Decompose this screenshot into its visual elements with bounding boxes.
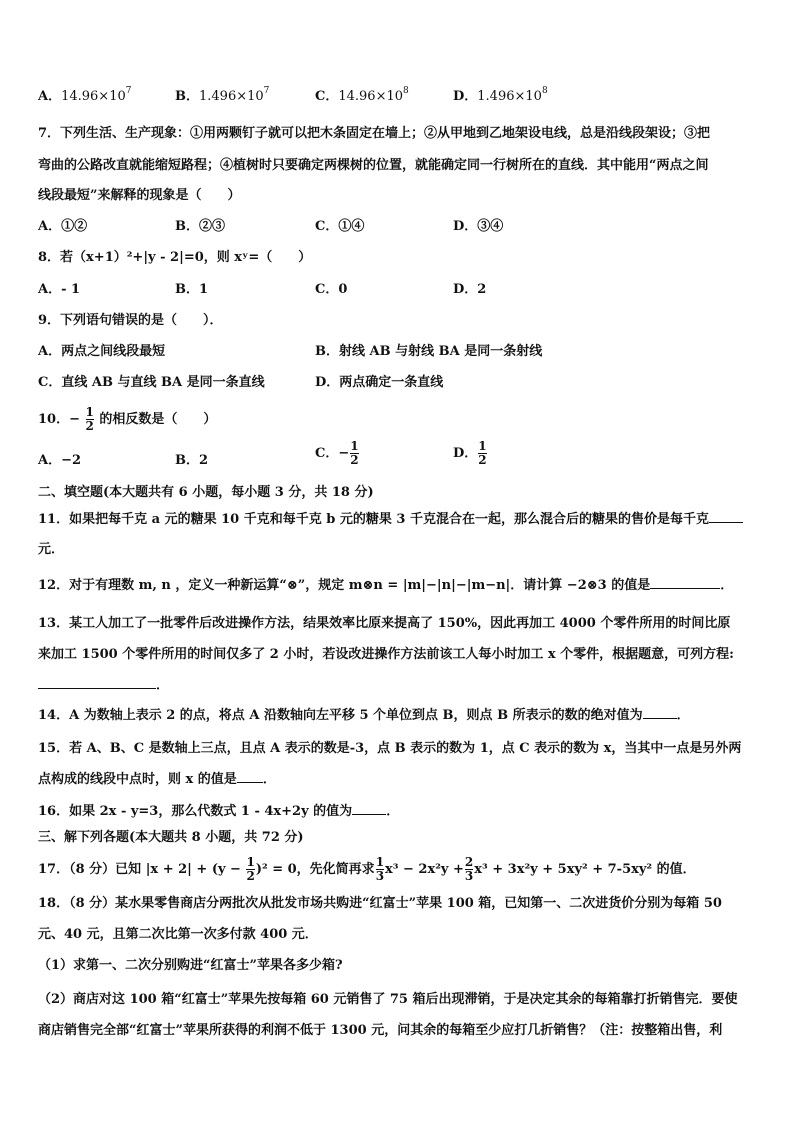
q9-option-c: C．直线 AB 与直线 BA 是同一条直线 xyxy=(38,375,265,390)
q7-line-3: 线段最短”来解释的现象是（ ） xyxy=(38,188,241,203)
q6-option-d: D．$1.496\times 10^8$ xyxy=(453,86,548,104)
q7-line-2: 弯曲的公路改直就能缩短路程；④植树时只要确定两棵树的位置，就能确定同一行树所在的直线．其中能用“两点之间 xyxy=(38,158,709,173)
q7-option-b: B．②③ xyxy=(175,219,225,234)
q18-sub-2-line-2: 商店销售完全部“红富士”苹果所获得的利润不低于 1300 元，问其余的每箱至少应打几折销售？（注：按整箱出售，利 xyxy=(38,1023,723,1038)
q8-option-c: C．0 xyxy=(315,282,348,297)
q9-option-a: A．两点之间线段最短 xyxy=(38,344,166,359)
section-2-heading: 二、填空题(本大题共有 6 小题，每小题 3 分，共 18 分) xyxy=(38,485,374,500)
q18-line-1: 18．（8 分）某水果零售商店分两批次从批发市场共购进“红富士”苹果 100 箱，已知第一、二次进货价分别为每箱 50 xyxy=(38,896,722,911)
q8-option-b: B．1 xyxy=(175,282,209,297)
q18-line-2: 元、40 元，且第二次比第一次多付款 400 元． xyxy=(38,927,318,942)
q8-option-d: D．2 xyxy=(453,282,487,297)
section-3-heading: 三、解下列各题(本大题共 8 小题，共 72 分) xyxy=(38,830,304,845)
q13-line-1: 13．某工人加工了一批零件后改进操作方法，结果效率比原来提高了 150%，因此再加工 4000 个零件所用的时间比原 xyxy=(38,616,731,631)
q7-option-d: D．③④ xyxy=(453,219,504,234)
q10-option-b: B．2 xyxy=(175,453,209,468)
q10-option-c: C．− $\frac{1}{2}$ xyxy=(315,439,359,467)
q6-option-c: C．$14.96\times 10^8$ xyxy=(315,86,409,104)
q9-stem: 9．下列语句错误的是（ ）． xyxy=(38,313,223,328)
q11-line-1: 11．如果把每千克 a 元的糖果 10 千克和每千克 b 元的糖果 3 千克混合在一起，那么混合后的糖果的售价是每千克 xyxy=(38,511,743,529)
q8-stem: 8．若（x+1）²+|y - 2|=0，则 xʸ=（ ） xyxy=(38,250,312,265)
q10-stem: 10．− $\frac{1}{2}$ 的相反数是（ ） xyxy=(38,405,217,433)
q9-option-b: B．射线 AB 与射线 BA 是同一条射线 xyxy=(315,344,543,359)
q6-option-a: A．$14.96\times 10^7$ xyxy=(38,86,132,104)
q8-option-a: A．- 1 xyxy=(38,282,81,297)
q15-line-2: 点构成的线段中点时，则 x 的值是 ． xyxy=(38,772,276,787)
q11-line-2: 元． xyxy=(38,542,65,557)
q12-stem: 12．对于有理数 m, n ，定义一种新运算“⊗”，规定 m⊗n = |m|−|n|−|m−n|．请计算 −2⊗3 的值是 ． xyxy=(38,578,734,593)
q10-option-a: A．−2 xyxy=(38,453,82,468)
q7-option-c: C．①④ xyxy=(315,219,365,234)
q6-option-b: B．$1.496\times 10^7$ xyxy=(175,86,270,104)
q10-fraction: $\frac{1}{2}$ xyxy=(85,405,94,433)
q7-option-a: A．①② xyxy=(38,219,88,234)
q15-line-1: 15．若 A、B、C 是数轴上三点，且点 A 表示的数是-3，点 B 表示的数为 1，点 C 表示的数为 x，当其中一点是另外两 xyxy=(38,741,742,756)
q18-sub-1: （1）求第一、二次分别购进“红富士”苹果各多少箱? xyxy=(38,958,343,973)
q9-option-d: D．两点确定一条直线 xyxy=(315,375,444,390)
q10-option-d: D． $\frac{1}{2}$ xyxy=(453,439,487,467)
q14-stem: 14．A 为数轴上表示 2 的点，将点 A 沿数轴向左平移 5 个单位到点 B，则点 B 所表示的数的绝对值为 ． xyxy=(38,708,690,723)
q7-line-1: 7．下列生活、生产现象：①用两颗钉子就可以把木条固定在墙上；②从甲地到乙地架设电线，总是沿线段架设；③把 xyxy=(38,126,711,141)
q17-stem: 17．（8 分）已知 |x + 2| + (y − $\frac{1}{2}$ )² = 0，先化简再求 $\frac{1}{3}$ x³ − 2x²y + $\frac{2}{3}$ x³ + 3x²y + 5xy² + 7-5xy² 的值． xyxy=(38,855,696,883)
q13-line-3: ． xyxy=(38,677,169,695)
q13-line-2: 来加工 1500 个零件所用的时间仅多了 2 小时，若设改进操作方法前该工人每小时加工 x 个零件，根据题意，可列方程: xyxy=(38,647,734,662)
q16-stem: 16．如果 2x - y=3，那么代数式 1 - 4x+2y 的值为 ． xyxy=(38,804,400,819)
q18-sub-2-line-1: （2）商店对这 100 箱“红富士”苹果先按每箱 60 元销售了 75 箱后出现滞销，于是决定其余的每箱靠打折销售完．要使 xyxy=(38,992,738,1007)
